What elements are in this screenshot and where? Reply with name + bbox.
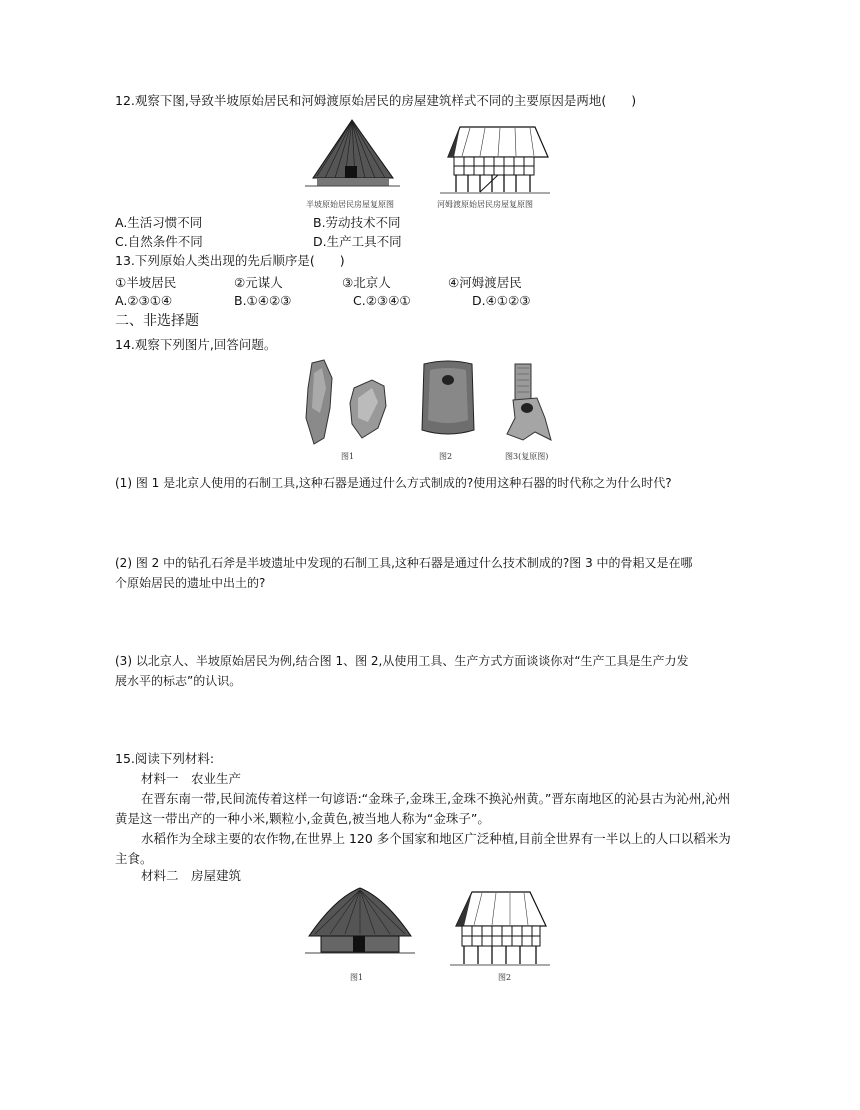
q13-item-3: ③北京人 [342, 275, 391, 290]
q14-stem: 14.观察下列图片,回答问题。 [115, 337, 277, 352]
stilt-house-figure [450, 890, 550, 968]
q12-option-b: B.劳动技术不同 [313, 215, 401, 230]
q15-material1-title: 材料一 农业生产 [141, 771, 242, 786]
q13-option-d: D.④①②③ [472, 293, 531, 308]
thatched-hut-figure [305, 886, 415, 966]
hemudu-caption: 河姆渡原始居民房屋复原图 [437, 200, 533, 209]
drilled-stone-axe-figure [418, 360, 478, 438]
q13-item-1: ①半坡居民 [115, 275, 177, 290]
q14-caption-fig3: 图3(复原图) [505, 452, 549, 461]
section-heading: 二、非选择题 [115, 313, 199, 329]
hemudu-house-figure [440, 122, 550, 197]
q15-material2-title: 材料二 房屋建筑 [141, 868, 242, 883]
q14-caption-fig2: 图2 [439, 452, 453, 461]
chipped-stone-tools-figure [302, 358, 392, 448]
q13-item-4: ④河姆渡居民 [448, 275, 522, 290]
q14-sub3-line1: (3) 以北京人、半坡原始居民为例,结合图 1、图 2,从使用工具、生产方式方面谈谈你对“生产工具是生产力发 [115, 654, 689, 668]
q13-item-2: ②元谋人 [234, 275, 283, 290]
q13-option-c: C.②③④① [353, 293, 411, 308]
q15-material1-p2: 水稻作为全球主要的农作物,在世界上 120 多个国家和地区广泛种植,目前全世界有一半以上的人口以稻米为主食。 [115, 831, 731, 866]
q15-material1-p1: 在晋东南一带,民间流传着这样一句谚语:“金珠子,金珠王,金珠不换沁州黄。”晋东南地区的沁县古为沁州,沁州黄是这一带出产的一种小米,颗粒小,金黄色,被当地人称为“金珠子”。 [115, 791, 731, 826]
q12-option-a: A.生活习惯不同 [115, 215, 203, 230]
q15-caption-fig2: 图2 [498, 973, 512, 982]
q14-sub2-line1: (2) 图 2 中的钻孔石斧是半坡遗址中发现的石制工具,这种石器是通过什么技术制成的?图 3 中的骨耜又是在哪 [115, 556, 693, 570]
q14-sub3-line2: 展水平的标志”的认识。 [115, 674, 242, 688]
q13-option-a: A.②③①④ [115, 293, 173, 308]
q15-stem: 15.阅读下列材料: [115, 751, 215, 766]
banpo-hut-figure [305, 118, 400, 198]
q13-stem: 13.下列原始人类出现的先后顺序是( ) [115, 253, 345, 268]
q12-option-d: D.生产工具不同 [313, 234, 402, 249]
q12-stem: 12.观察下图,导致半坡原始居民和河姆渡原始居民的房屋建筑样式不同的主要原因是两地( ) [115, 93, 637, 108]
q15-caption-fig1: 图1 [350, 973, 364, 982]
q14-sub1: (1) 图 1 是北京人使用的石制工具,这种石器是通过什么方式制成的?使用这种石器的时代称之为什么时代? [115, 476, 672, 490]
bone-spade-figure [505, 362, 553, 444]
banpo-caption: 半坡原始居民房屋复原图 [306, 200, 394, 209]
q13-option-b: B.①④②③ [234, 293, 292, 308]
q14-caption-fig1: 图1 [341, 452, 355, 461]
q14-sub2-line2: 个原始居民的遗址中出土的? [115, 576, 266, 590]
q12-option-c: C.自然条件不同 [115, 234, 203, 249]
